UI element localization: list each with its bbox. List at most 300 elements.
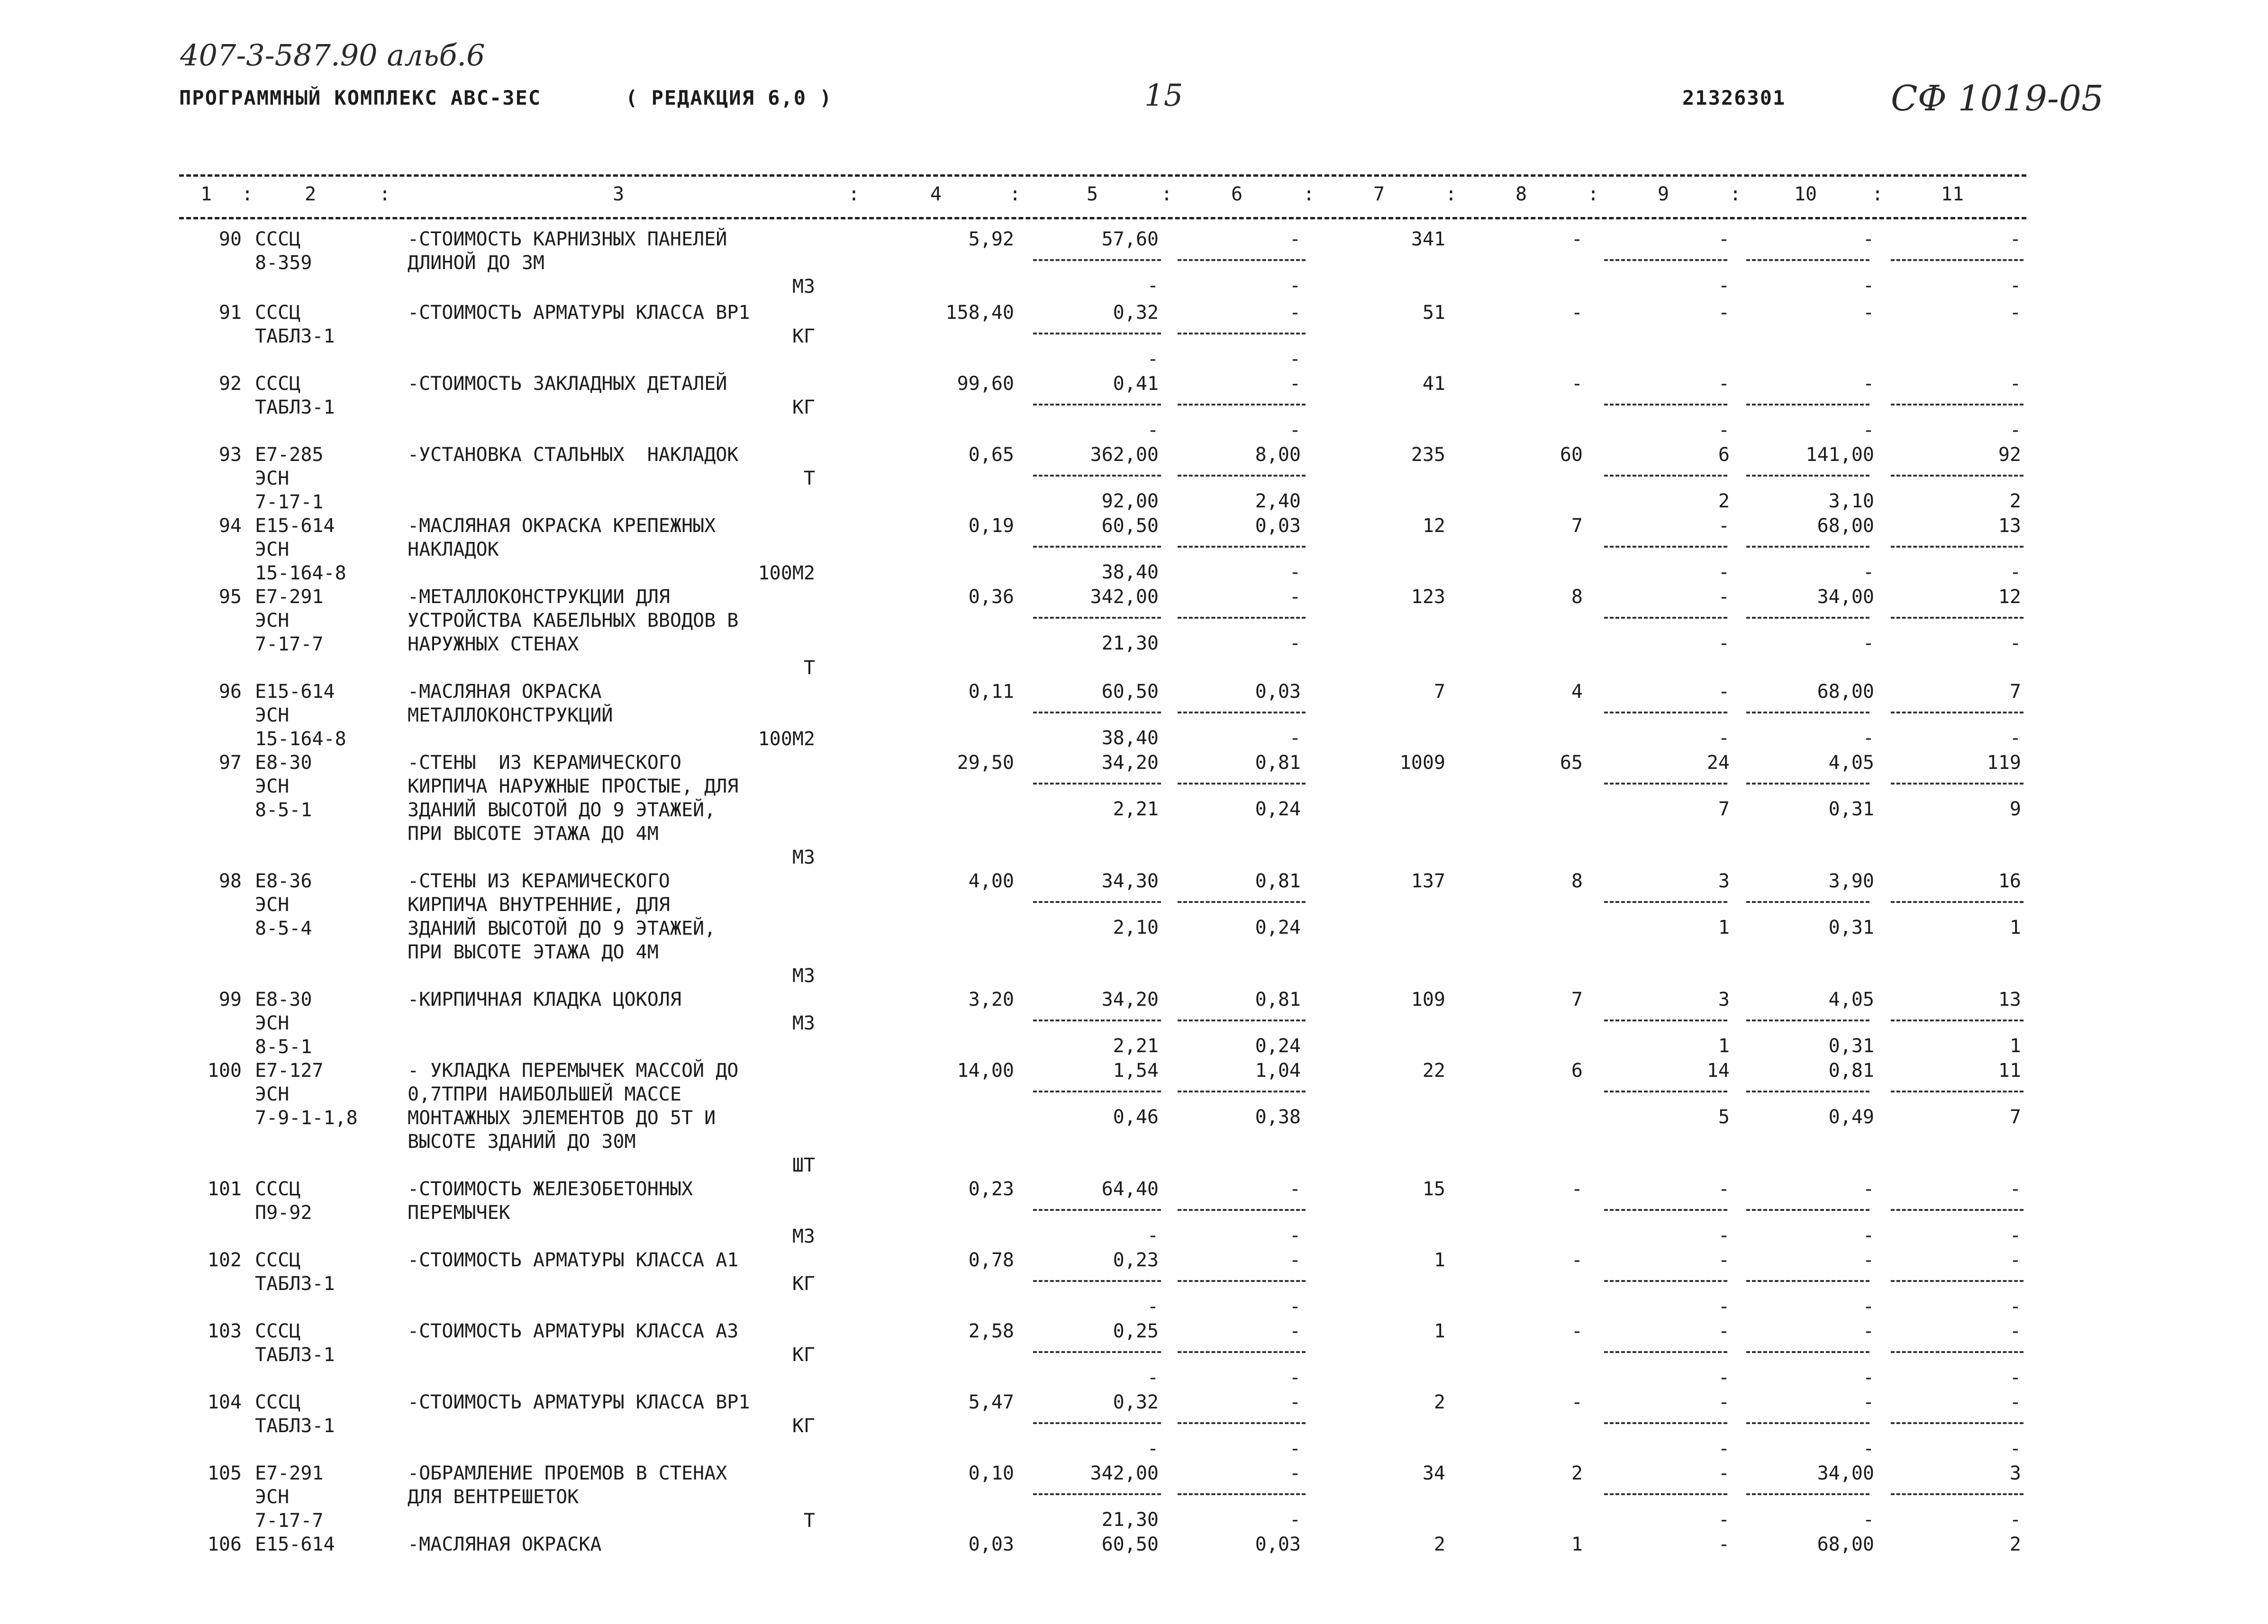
cell-divider-line <box>1178 546 1306 548</box>
cell-c7: 15 <box>1422 1178 1445 1200</box>
norm-code: ЭСН <box>255 539 290 560</box>
cell-divider-line <box>1033 475 1161 477</box>
cell-c6-second: - <box>1289 1438 1301 1460</box>
cell-divider-line <box>1891 259 2023 261</box>
work-description: ВЫСОТЕ ЗДАНИЙ ДО 30М <box>408 1131 636 1153</box>
cell-c4: 0,11 <box>968 681 1014 703</box>
cell-c10-second: - <box>1862 1367 1874 1389</box>
unit-of-measure: М3 <box>792 1226 815 1247</box>
norm-code: ЭСН <box>255 610 290 632</box>
cell-divider-line <box>1746 1493 1869 1495</box>
cell-divider-line <box>1891 783 2023 785</box>
cell-c4: 4,00 <box>968 870 1014 892</box>
column-separator: : <box>1303 183 1315 205</box>
cell-c10: - <box>1862 373 1874 395</box>
cell-c11: - <box>2009 1320 2021 1342</box>
cell-divider-line <box>1746 475 1869 477</box>
cell-c9: - <box>1718 1178 1730 1200</box>
cell-divider-line <box>1604 901 1727 903</box>
cell-c11-second: - <box>2009 727 2021 749</box>
norm-code: ТАБЛ3-1 <box>255 1415 335 1437</box>
norm-code: Е7-291 <box>255 1462 324 1484</box>
handwritten-sheet-code: СФ 1019-05 <box>1891 78 2104 119</box>
column-separator: : <box>379 183 391 205</box>
cell-divider-line <box>1033 259 1161 261</box>
page-number: 15 <box>1144 78 1183 113</box>
norm-code: Е15-614 <box>255 1534 335 1555</box>
norm-code: ЭСН <box>255 894 290 916</box>
work-description: НАРУЖНЫХ СТЕНАХ <box>408 633 579 655</box>
cell-c9: - <box>1718 1320 1730 1342</box>
cell-c9: - <box>1718 1249 1730 1271</box>
cell-c5: 0,32 <box>1113 302 1159 324</box>
cell-c9-second: - <box>1718 1438 1730 1460</box>
program-title: ПРОГРАММНЫЙ КОМПЛЕКС АВС-3ЕС <box>179 86 542 109</box>
cell-c6: - <box>1289 1178 1301 1200</box>
cell-divider-line <box>1746 546 1869 548</box>
cell-divider-line <box>1746 1020 1869 1021</box>
cell-c6-second: - <box>1289 1225 1301 1246</box>
row-number: 92 <box>218 373 242 395</box>
cell-c7: 41 <box>1422 373 1445 395</box>
cell-c11: 16 <box>1998 870 2021 892</box>
unit-of-measure: ШТ <box>792 1155 815 1176</box>
cell-c6: 1,04 <box>1255 1060 1301 1082</box>
cell-c4: 158,40 <box>945 302 1014 324</box>
work-description: -КИРПИЧНАЯ КЛАДКА ЦОКОЛЯ <box>408 989 681 1010</box>
cell-c7: 51 <box>1422 302 1445 324</box>
cell-c11: 119 <box>1987 752 2021 774</box>
cell-c5: 0,23 <box>1113 1249 1159 1271</box>
cell-c4: 0,03 <box>968 1534 1014 1555</box>
cell-divider-line <box>1604 783 1727 785</box>
cell-divider-line <box>1891 1091 2023 1092</box>
cell-c4: 0,65 <box>968 444 1014 466</box>
cell-c8: 6 <box>1571 1060 1583 1082</box>
cell-c9: - <box>1718 1534 1730 1555</box>
work-description: -СТОИМОСТЬ КАРНИЗНЫХ ПАНЕЛЕЙ <box>408 228 727 250</box>
cell-divider-line <box>1891 475 2023 477</box>
norm-code: ТАБЛ3-1 <box>255 1273 335 1295</box>
document-code: 21326301 <box>1682 86 1786 109</box>
cell-divider-line <box>1891 1280 2023 1282</box>
cell-c6: 0,03 <box>1255 515 1301 537</box>
cell-c9: - <box>1718 302 1730 324</box>
cell-c6-second: 0,24 <box>1255 1035 1301 1057</box>
norm-code: ЭСН <box>255 776 290 797</box>
norm-code: ТАБЛ3-1 <box>255 325 335 347</box>
cell-c9: 24 <box>1706 752 1730 774</box>
cell-divider-line <box>1604 1091 1727 1092</box>
cell-c5: 34,20 <box>1101 752 1159 774</box>
row-number: 106 <box>207 1534 242 1555</box>
row-number: 103 <box>207 1320 242 1342</box>
cell-c11: - <box>2009 1391 2021 1413</box>
cell-c5: 342,00 <box>1090 586 1159 608</box>
cell-divider-line <box>1033 1351 1161 1353</box>
cell-c6: - <box>1289 1391 1301 1413</box>
cell-divider-line <box>1604 1020 1727 1021</box>
cell-c7: 2 <box>1433 1391 1445 1413</box>
cell-c9-second: - <box>1718 1509 1730 1531</box>
row-number: 97 <box>218 752 242 774</box>
cell-c6-second: - <box>1289 727 1301 749</box>
cell-c5-second: 2,10 <box>1113 917 1159 938</box>
cell-c11: 12 <box>1998 586 2021 608</box>
table-top-rule <box>179 174 2026 177</box>
edition-label: ( РЕДАКЦИЯ 6,0 ) <box>626 86 833 109</box>
unit-of-measure: КГ <box>792 1415 815 1437</box>
cell-c4: 2,58 <box>968 1320 1014 1342</box>
cell-c4: 0,23 <box>968 1178 1014 1200</box>
row-number: 95 <box>218 586 242 608</box>
cell-c6: 0,03 <box>1255 681 1301 703</box>
cell-divider-line <box>1604 1280 1727 1282</box>
cell-c8: 1 <box>1571 1534 1583 1555</box>
cell-c9: 3 <box>1718 870 1730 892</box>
row-number: 104 <box>207 1391 242 1413</box>
cell-c4: 14,00 <box>957 1060 1014 1082</box>
cell-c4: 5,92 <box>968 228 1014 250</box>
cell-c7: 34 <box>1422 1462 1445 1484</box>
cell-c5: 0,41 <box>1113 373 1159 395</box>
cell-divider-line <box>1178 1209 1306 1211</box>
cell-divider-line <box>1891 712 2023 713</box>
cell-divider-line <box>1604 712 1727 713</box>
row-number: 100 <box>207 1060 242 1082</box>
work-description: ЗДАНИЙ ВЫСОТОЙ ДО 9 ЭТАЖЕЙ, <box>408 799 716 821</box>
cell-c5-second: - <box>1147 1367 1159 1389</box>
cell-c10-second: - <box>1862 275 1874 297</box>
cell-c4: 5,47 <box>968 1391 1014 1413</box>
column-header-8: 8 <box>1515 183 1527 205</box>
cell-divider-line <box>1891 1209 2023 1211</box>
cell-c9: 3 <box>1718 989 1730 1010</box>
cell-c11-second: - <box>2009 1296 2021 1317</box>
cell-c9-second: - <box>1718 727 1730 749</box>
cell-c5-second: - <box>1147 1438 1159 1460</box>
cell-c11: - <box>2009 302 2021 324</box>
cell-c11: 2 <box>2009 1534 2021 1555</box>
cell-c10: 3,90 <box>1828 870 1874 892</box>
unit-of-measure: М3 <box>792 1012 815 1034</box>
work-description: -МАСЛЯНАЯ ОКРАСКА КРЕПЕЖНЫХ <box>408 515 716 537</box>
cell-c10: 68,00 <box>1817 681 1874 703</box>
norm-code: СССЦ <box>255 228 301 250</box>
norm-code: ЭСН <box>255 1486 290 1508</box>
cell-divider-line <box>1178 259 1306 261</box>
cell-divider-line <box>1604 475 1727 477</box>
cell-c10-second: - <box>1862 727 1874 749</box>
cell-c5-second: - <box>1147 419 1159 441</box>
work-description: ДЛЯ ВЕНТРЕШЕТОК <box>408 1486 579 1508</box>
cell-c10: 4,05 <box>1828 752 1874 774</box>
cell-c7: 123 <box>1411 586 1445 608</box>
cell-c9-second: 7 <box>1718 798 1730 820</box>
row-number: 90 <box>218 228 242 250</box>
cell-c6-second: - <box>1289 1367 1301 1389</box>
cell-c11: 3 <box>2009 1462 2021 1484</box>
cell-divider-line <box>1033 404 1161 406</box>
row-number: 102 <box>207 1249 242 1271</box>
cell-c4: 0,10 <box>968 1462 1014 1484</box>
column-header-3: 3 <box>612 183 625 205</box>
cell-c9: - <box>1718 515 1730 537</box>
cell-c9: 14 <box>1706 1060 1730 1082</box>
norm-code: Е8-30 <box>255 989 312 1010</box>
cell-c9-second: 5 <box>1718 1106 1730 1128</box>
cell-c5-second: - <box>1147 275 1159 297</box>
cell-c11-second: - <box>2009 1367 2021 1389</box>
cell-divider-line <box>1604 546 1727 548</box>
cell-c10-second: - <box>1862 632 1874 654</box>
cell-c10-second: 0,31 <box>1828 917 1874 938</box>
cell-c5-second: - <box>1147 1296 1159 1317</box>
row-number: 93 <box>218 444 242 466</box>
cell-c10: - <box>1862 302 1874 324</box>
cell-divider-line <box>1178 901 1306 903</box>
cell-c9: - <box>1718 681 1730 703</box>
norm-code: 7-17-1 <box>255 491 324 513</box>
cell-c6-second: - <box>1289 1296 1301 1317</box>
cell-divider-line <box>1604 1209 1727 1211</box>
cell-divider-line <box>1178 333 1306 334</box>
cell-c9: - <box>1718 228 1730 250</box>
cell-c5: 60,50 <box>1101 1534 1159 1555</box>
handwritten-album-ref: 407-3-587.90 альб.6 <box>180 38 485 72</box>
cell-c8: 8 <box>1571 870 1583 892</box>
cell-divider-line <box>1033 1493 1161 1495</box>
cell-divider-line <box>1746 712 1869 713</box>
cell-c5-second: 38,40 <box>1101 727 1159 749</box>
cell-divider-line <box>1891 546 2023 548</box>
cell-c11: - <box>2009 373 2021 395</box>
cell-c6: - <box>1289 302 1301 324</box>
cell-c7: 235 <box>1411 444 1445 466</box>
cell-c7: 109 <box>1411 989 1445 1010</box>
cell-c9-second: 1 <box>1718 1035 1730 1057</box>
cell-c9-second: - <box>1718 1367 1730 1389</box>
cell-c4: 0,78 <box>968 1249 1014 1271</box>
cell-c9-second: - <box>1718 1225 1730 1246</box>
cell-c11: - <box>2009 1178 2021 1200</box>
norm-code: СССЦ <box>255 1320 301 1342</box>
work-description: МОНТАЖНЫХ ЭЛЕМЕНТОВ ДО 5Т И <box>408 1107 716 1129</box>
table-header-rule <box>179 217 2026 219</box>
unit-of-measure: КГ <box>792 1273 815 1295</box>
cell-c7: 12 <box>1422 515 1445 537</box>
cell-c8: - <box>1571 1320 1583 1342</box>
work-description: КИРПИЧА ВНУТРЕННИЕ, ДЛЯ <box>408 894 670 916</box>
cell-c9-second: 1 <box>1718 917 1730 938</box>
cell-c8: 8 <box>1571 586 1583 608</box>
norm-code: 7-9-1-1,8 <box>255 1107 358 1129</box>
norm-code: П9-92 <box>255 1202 312 1224</box>
cell-c10: - <box>1862 1320 1874 1342</box>
norm-code: Е7-127 <box>255 1060 324 1082</box>
cell-c5: 57,60 <box>1101 228 1159 250</box>
cell-c6-second: 0,24 <box>1255 917 1301 938</box>
work-description: -СТЕНЫ ИЗ КЕРАМИЧЕСКОГО <box>408 870 670 892</box>
cell-c5-second: 38,40 <box>1101 561 1159 583</box>
work-description: -СТОИМОСТЬ АРМАТУРЫ КЛАССА А1 <box>408 1249 739 1271</box>
cell-c5-second: 2,21 <box>1113 1035 1159 1057</box>
work-description: -СТОИМОСТЬ АРМАТУРЫ КЛАССА А3 <box>408 1320 739 1342</box>
work-description: -МАСЛЯНАЯ ОКРАСКА <box>408 681 602 703</box>
cell-c10: 0,81 <box>1828 1060 1874 1082</box>
work-description: КИРПИЧА НАРУЖНЫЕ ПРОСТЫЕ, ДЛЯ <box>408 776 739 797</box>
cell-c11-second: - <box>2009 632 2021 654</box>
cell-c9: 6 <box>1718 444 1730 466</box>
norm-code: ЭСН <box>255 1083 290 1105</box>
cell-c10-second: - <box>1862 1438 1874 1460</box>
unit-of-measure: Т <box>803 657 815 679</box>
cell-c10: 4,05 <box>1828 989 1874 1010</box>
cell-c5-second: 21,30 <box>1101 1509 1159 1531</box>
cell-divider-line <box>1891 617 2023 619</box>
cell-c5: 34,20 <box>1101 989 1159 1010</box>
norm-code: 15-164-8 <box>255 562 346 584</box>
cell-divider-line <box>1746 1422 1869 1424</box>
cell-c6: 0,03 <box>1255 1534 1301 1555</box>
unit-of-measure: М3 <box>792 276 815 298</box>
column-header-6: 6 <box>1231 183 1243 205</box>
norm-code: 7-17-7 <box>255 1510 324 1532</box>
cell-c8: - <box>1571 302 1583 324</box>
cell-divider-line <box>1178 1422 1306 1424</box>
cell-c6-second: - <box>1289 632 1301 654</box>
cell-c11: 11 <box>1998 1060 2021 1082</box>
cell-c8: - <box>1571 228 1583 250</box>
work-description: -СТОИМОСТЬ ЖЕЛЕЗОБЕТОННЫХ <box>408 1178 693 1200</box>
cell-c5-second: - <box>1147 348 1159 370</box>
norm-code: Е7-285 <box>255 444 324 466</box>
cell-c11: - <box>2009 228 2021 250</box>
row-number: 99 <box>218 989 242 1010</box>
cell-divider-line <box>1746 1209 1869 1211</box>
cell-c11-second: - <box>2009 561 2021 583</box>
cell-c11-second: 7 <box>2009 1106 2021 1128</box>
cell-divider-line <box>1178 1351 1306 1353</box>
cell-c9-second: - <box>1718 632 1730 654</box>
cell-c5: 64,40 <box>1101 1178 1159 1200</box>
cell-c7: 1 <box>1433 1249 1445 1271</box>
work-description: 0,7ТПРИ НАИБОЛЬШЕЙ МАССЕ <box>408 1083 681 1105</box>
cell-c6-second: 2,40 <box>1255 490 1301 512</box>
cell-divider-line <box>1033 712 1161 713</box>
work-description: ДЛИНОЙ ДО 3М <box>408 252 544 274</box>
column-header-10: 10 <box>1794 183 1817 205</box>
cell-divider-line <box>1604 1493 1727 1495</box>
cell-c5: 0,25 <box>1113 1320 1159 1342</box>
norm-code: Е8-36 <box>255 870 312 892</box>
cell-c6: - <box>1289 1462 1301 1484</box>
cell-divider-line <box>1033 617 1161 619</box>
column-header-11: 11 <box>1941 183 1964 205</box>
cell-c8: 7 <box>1571 989 1583 1010</box>
cell-c6-second: 0,38 <box>1255 1106 1301 1128</box>
cell-c6: - <box>1289 228 1301 250</box>
norm-code: ТАБЛ3-1 <box>255 1344 335 1366</box>
cell-c5-second: 0,46 <box>1113 1106 1159 1128</box>
cell-divider-line <box>1178 404 1306 406</box>
cell-divider-line <box>1178 1280 1306 1282</box>
norm-code: Е8-30 <box>255 752 312 774</box>
cell-c5: 362,00 <box>1090 444 1159 466</box>
norm-code: СССЦ <box>255 302 301 324</box>
column-header-9: 9 <box>1657 183 1669 205</box>
cell-c8: - <box>1571 1178 1583 1200</box>
cell-c10: - <box>1862 1178 1874 1200</box>
cell-c6: - <box>1289 1320 1301 1342</box>
cell-c6-second: - <box>1289 419 1301 441</box>
cell-c5-second: - <box>1147 1225 1159 1246</box>
row-number: 105 <box>207 1462 242 1484</box>
cell-c4: 29,50 <box>957 752 1014 774</box>
row-number: 91 <box>218 302 242 324</box>
work-description: ЗДАНИЙ ВЫСОТОЙ ДО 9 ЭТАЖЕЙ, <box>408 918 716 939</box>
cell-c10-second: - <box>1862 1296 1874 1317</box>
cell-divider-line <box>1033 901 1161 903</box>
cell-c11-second: 9 <box>2009 798 2021 820</box>
cell-divider-line <box>1891 1422 2023 1424</box>
cell-divider-line <box>1746 617 1869 619</box>
cell-divider-line <box>1746 901 1869 903</box>
work-description: -СТОИМОСТЬ ЗАКЛАДНЫХ ДЕТАЛЕЙ <box>408 373 727 395</box>
cell-c7: 7 <box>1433 681 1445 703</box>
cell-divider-line <box>1033 1209 1161 1211</box>
cell-c10-second: - <box>1862 1225 1874 1246</box>
cell-c4: 3,20 <box>968 989 1014 1010</box>
norm-code: ТАБЛ3-1 <box>255 397 335 418</box>
work-description: - УКЛАДКА ПЕРЕМЫЧЕК МАССОЙ ДО <box>408 1060 739 1082</box>
cell-divider-line <box>1604 404 1727 406</box>
cell-c5: 60,50 <box>1101 515 1159 537</box>
cell-divider-line <box>1033 1280 1161 1282</box>
cell-divider-line <box>1604 1351 1727 1353</box>
cell-divider-line <box>1746 1280 1869 1282</box>
cell-c7: 1009 <box>1399 752 1445 774</box>
norm-code: 8-5-1 <box>255 1036 312 1058</box>
norm-code: СССЦ <box>255 1391 301 1413</box>
cell-divider-line <box>1033 783 1161 785</box>
column-header-2: 2 <box>304 183 317 205</box>
cell-c10-second: 0,49 <box>1828 1106 1874 1128</box>
cell-c10-second: 0,31 <box>1828 1035 1874 1057</box>
column-separator: : <box>1009 183 1021 205</box>
norm-code: 8-5-1 <box>255 799 312 821</box>
cell-c7: 341 <box>1411 228 1445 250</box>
work-description: УСТРОЙСТВА КАБЕЛЬНЫХ ВВОДОВ В <box>408 610 739 632</box>
cell-divider-line <box>1033 546 1161 548</box>
row-number: 98 <box>218 870 242 892</box>
norm-code: Е7-291 <box>255 586 324 608</box>
cell-c11: 92 <box>1998 444 2021 466</box>
cell-c9: - <box>1718 1391 1730 1413</box>
cell-c10: 68,00 <box>1817 1534 1874 1555</box>
norm-code: СССЦ <box>255 1249 301 1271</box>
work-description: -СТОИМОСТЬ АРМАТУРЫ КЛАССА ВР1 <box>408 302 750 324</box>
cell-divider-line <box>1746 404 1869 406</box>
work-description: ПЕРЕМЫЧЕК <box>408 1202 510 1224</box>
cell-c11-second: - <box>2009 1225 2021 1246</box>
norm-code: ЭСН <box>255 704 290 726</box>
cell-divider-line <box>1178 617 1306 619</box>
cell-c10-second: - <box>1862 419 1874 441</box>
unit-of-measure: КГ <box>792 325 815 347</box>
cell-c10-second: - <box>1862 561 1874 583</box>
cell-c5: 0,32 <box>1113 1391 1159 1413</box>
